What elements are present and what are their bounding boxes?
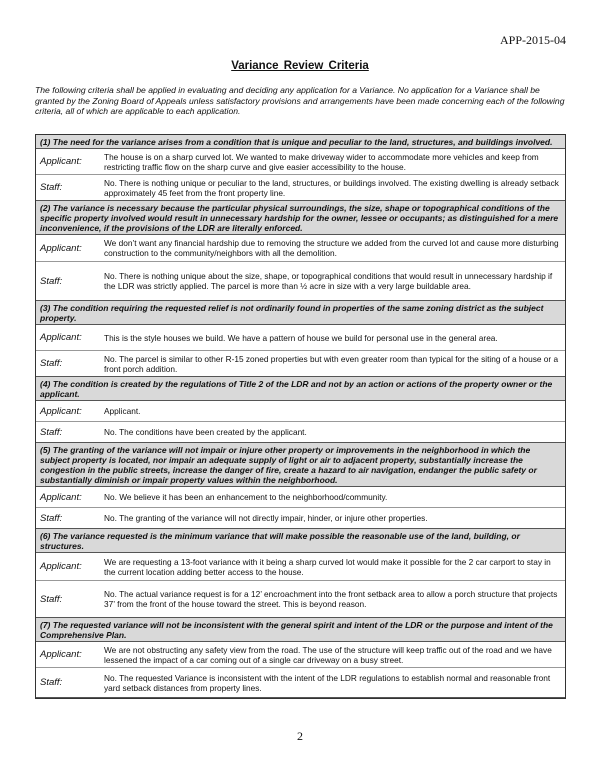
staff-response: No. The requested Variance is inconsistent with the intent of the LDR regulations to establish normal and reasonable front yard setback distances from property lines.	[104, 672, 551, 693]
staff-response: No. The actual variance request is for a 12’ encroachment into the front setback area to allow a porch structure that projects 37’ from the front of the house toward the street. This is beyond reason.	[104, 589, 558, 609]
criterion-6	[36, 529, 565, 618]
document-id: APP-2015-04	[499, 33, 566, 47]
applicant-label: Applicant:	[40, 156, 82, 167]
applicant-row	[36, 235, 565, 262]
staff-row	[36, 668, 565, 698]
staff-row	[36, 581, 565, 618]
applicant-response: We don’t want any financial hardship due to removing the structure we added from the curved lot and cause more disturbing construction to the community/neighbors with all the demolition.	[104, 238, 559, 258]
applicant-response: No. We believe it has been an enhancement to the neighborhood/community.	[104, 492, 388, 502]
staff-label: Staff:	[40, 182, 63, 193]
criterion-3	[36, 301, 565, 377]
applicant-label: Applicant:	[40, 405, 82, 417]
criterion-heading: (5) The granting of the variance will not impair or injure other property or improvements in the neighborhood in which the subject property is located, nor impair an adequate supply of light or air to adjacent property, substantially increase the congestion in the public streets, increase the danger of fire, create a hazard to air navigation, endanger the public safety or substantially diminish or impair property values within the neighborhood.	[36, 443, 565, 487]
staff-response: No. The parcel is similar to other R-15 zoned properties but with even greater room than typical for the siting of a house or a front porch addition.	[104, 353, 559, 374]
applicant-label: Applicant:	[40, 332, 82, 343]
staff-label: Staff:	[40, 512, 63, 524]
page-number: 2	[297, 729, 303, 743]
criterion-heading: (3) The condition requiring the requested relief is not ordinarily found in properties of the same zoning district as the subject property.	[36, 301, 565, 325]
criterion-2	[36, 201, 565, 301]
staff-label: Staff:	[40, 426, 63, 438]
staff-row	[36, 351, 565, 377]
criterion-1	[36, 135, 565, 201]
criterion-heading: (6) The variance requested is the minimum variance that will make possible the reasonable use of the land, building, or structures.	[36, 529, 565, 553]
applicant-row	[36, 325, 565, 351]
applicant-row	[36, 149, 565, 175]
staff-row	[36, 422, 565, 443]
staff-row	[36, 262, 565, 301]
staff-row	[36, 175, 565, 201]
applicant-label: Applicant:	[40, 491, 82, 503]
staff-response: No. The conditions have been created by the applicant.	[104, 427, 307, 437]
applicant-row	[36, 401, 565, 422]
applicant-response: We are requesting a 13-foot variance with it being a sharp curved lot would make it possible for the 2 car carport to stay in the current location adding better access to the house.	[104, 556, 551, 577]
criterion-5	[36, 443, 565, 529]
applicant-label: Applicant:	[40, 242, 82, 254]
staff-label: Staff:	[40, 593, 63, 605]
criterion-heading: (7) The requested variance will not be inconsistent with the general spirit and intent of the LDR or the purpose and intent of the Comprehensive Plan.	[36, 618, 565, 642]
applicant-response: The house is on a sharp curved lot. We wanted to make driveway wider to accommodate more vehicles and keep from restricting traffic flow on the sharp curve and give easier accessibility to the house.	[104, 151, 539, 172]
criterion-7	[36, 618, 565, 698]
applicant-response: Applicant.	[104, 406, 141, 416]
page-title: Variance Review Criteria	[231, 60, 369, 72]
applicant-label: Applicant:	[40, 561, 82, 572]
staff-response: No. The granting of the variance will not directly impair, hinder, or injure other properties.	[104, 513, 428, 523]
criteria-table	[35, 134, 566, 699]
intro-paragraph: The following criteria shall be applied in evaluating and deciding any application for a Variance. No application for a Variance shall be granted by the Zoning Board of Appeals unless satisfactory provisions and arrangements have been made concerning each of the following criteria, all of which are applicable to each application.	[35, 85, 565, 117]
staff-label: Staff:	[40, 275, 63, 287]
staff-label: Staff:	[40, 677, 63, 688]
applicant-row	[36, 642, 565, 668]
applicant-label: Applicant:	[40, 649, 82, 660]
applicant-row	[36, 487, 565, 508]
staff-row	[36, 508, 565, 529]
staff-response: No. There is nothing unique or peculiar to the land, structures, or buildings involved. The existing dwelling is already setback approximately 45 feet from the front property line.	[104, 177, 559, 198]
criterion-heading: (4) The condition is created by the regulations of Title 2 of the LDR and not by an action or actions of the property owner or the applicant.	[36, 377, 565, 401]
criterion-heading: (1) The need for the variance arises from a condition that is unique and peculiar to the land, structures, and buildings involved.	[36, 135, 565, 149]
criterion-heading: (2) The variance is necessary because the particular physical surroundings, the size, shape or topographical conditions of the specific property involved would result in unnecessary hardship for the owner, lessee or occupants; as distinguished for a mere inconvenience, if the provisions of the LDR are literally enforced.	[36, 201, 565, 235]
staff-label: Staff:	[40, 358, 63, 369]
criterion-4	[36, 377, 565, 443]
applicant-response: This is the style houses we build. We have a pattern of house we build for personal use in the general area.	[104, 332, 498, 343]
staff-response: No. There is nothing unique about the size, shape, or topographical conditions that would result in unnecessary hardship if the LDR was strictly applied. The parcel is more than ½ acre in size with a very large buildable area.	[104, 271, 553, 291]
applicant-row	[36, 553, 565, 581]
applicant-response: We are not obstructing any safety view from the road. The use of the structure will keep traffic out of the road and we have lessened the impact of a car coming out of a single car driveway on a busy street.	[104, 644, 552, 665]
